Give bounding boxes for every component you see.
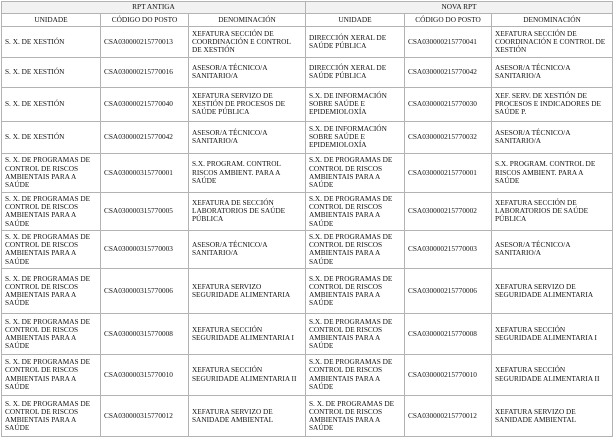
new-denominacion-cell: ASESOR/A TÉCNICO/A SANITARIO/A xyxy=(492,121,613,153)
table-row xyxy=(2,87,613,121)
old-unidade-cell: S. X. DE PROGRAMAS DE CONTROL DE RISCOS AMBIENTAIS PARA A SAÚDE xyxy=(2,192,101,230)
old-codigo-cell: CSA030000315770006 xyxy=(101,269,189,314)
new-codigo-cell: CSA030000215770008 xyxy=(405,314,492,354)
table-row xyxy=(2,314,613,354)
col-header-old-denominacion: DENOMINACIÓN xyxy=(189,14,306,27)
new-unidade-cell: S.X. DE INFORMACIÓN SOBRE SAÚDE E EPIDEMIOLOXÍA xyxy=(306,121,405,153)
old-denominacion-cell: ASESOR/A TÉCNICO/A SANITARIO/A xyxy=(189,57,306,87)
old-unidade-cell: S. X. DE XESTIÓN xyxy=(2,87,101,121)
old-denominacion-cell: XEFATURA SECCIÓN SEGURIDADE ALIMENTARIA I xyxy=(189,314,306,354)
old-unidade-cell: S. X. DE XESTIÓN xyxy=(2,57,101,87)
new-denominacion-cell: XEFATURA SERVIZO DE SEGURIDADE ALIMENTARIA xyxy=(492,269,613,314)
new-denominacion-cell: S.X. PROGRAM. CONTROL DE RISCOS AMBIENT. PARA A SAÚDE xyxy=(492,153,613,192)
old-denominacion-cell: ASESOR/A TÉCNICO/A SANITARIO/A xyxy=(189,230,306,268)
new-codigo-cell: CSA030000215770002 xyxy=(405,192,492,230)
new-codigo-cell: CSA030000215770001 xyxy=(405,153,492,192)
old-codigo-cell: CSA030000315770008 xyxy=(101,314,189,354)
new-unidade-cell: S.X. DE INFORMACIÓN SOBRE SAÚDE E EPIDEMIOLOXÍA xyxy=(306,87,405,121)
old-denominacion-cell: XEFATURA SECCIÓN DE COORDINACIÓN E CONTROL DE XESTIÓN xyxy=(189,27,306,58)
old-codigo-cell: CSA030000215770042 xyxy=(101,121,189,153)
old-denominacion-cell: XEFATURA SERVIZO DE SANIDADE AMBIENTAL xyxy=(189,395,306,436)
new-codigo-cell: CSA030000215770042 xyxy=(405,57,492,87)
old-unidade-cell: S. X. DE XESTIÓN xyxy=(2,27,101,58)
new-denominacion-cell: XEFATURA SECCIÓN DE LABORATORIOS DE SAÚDE PÚBLICA xyxy=(492,192,613,230)
new-denominacion-cell: XEFATURA SECCIÓN SEGURIDADE ALIMENTARIA II xyxy=(492,354,613,395)
old-codigo-cell: CSA030000315770003 xyxy=(101,230,189,268)
table-row xyxy=(2,354,613,395)
col-header-old-unidade: UNIDADE xyxy=(2,14,101,27)
rpt-comparison-table xyxy=(1,1,613,437)
old-denominacion-cell: XEFATURA SECCIÓN SEGURIDADE ALIMENTARIA II xyxy=(189,354,306,395)
old-codigo-cell: CSA030000215770040 xyxy=(101,87,189,121)
old-unidade-cell: S. X. DE PROGRAMAS DE CONTROL DE RISCOS AMBIENTAIS PARA A SAÚDE xyxy=(2,269,101,314)
table-row xyxy=(2,192,613,230)
old-codigo-cell: CSA030000215770016 xyxy=(101,57,189,87)
old-denominacion-cell: S.X. PROGRAM. CONTROL RISCOS AMBIENT. PARA A SAÚDE xyxy=(189,153,306,192)
new-codigo-cell: CSA030000215770012 xyxy=(405,395,492,436)
new-codigo-cell: CSA030000215770041 xyxy=(405,27,492,58)
old-unidade-cell: S. X. DE PROGRAMAS DE CONTROL DE RISCOS AMBIENTAIS PARA A SAÚDE xyxy=(2,314,101,354)
group-header-new: NOVA RPT xyxy=(306,2,613,14)
col-header-new-unidade: UNIDADE xyxy=(306,14,405,27)
table-body xyxy=(2,27,613,437)
new-denominacion-cell: XEFATURA SECCIÓN DE COORDINACIÓN E CONTROL DE XESTIÓN xyxy=(492,27,613,58)
new-codigo-cell: CSA030000215770006 xyxy=(405,269,492,314)
col-header-new-codigo: CÓDIGO DO POSTO xyxy=(405,14,492,27)
new-denominacion-cell: XEFATURA SECCIÓN SEGURIDADE ALIMENTARIA I xyxy=(492,314,613,354)
col-header-new-denominacion: DENOMINACIÓN xyxy=(492,14,613,27)
group-header-row xyxy=(2,2,613,14)
new-codigo-cell: CSA030000215770010 xyxy=(405,354,492,395)
old-codigo-cell: CSA030000315770010 xyxy=(101,354,189,395)
old-denominacion-cell: XEFATURA DE SECCIÓN LABORATORIOS DE SAÚDE PÚBLICA xyxy=(189,192,306,230)
old-unidade-cell: S. X. DE PROGRAMAS DE CONTROL DE RISCOS AMBIENTAIS PARA A SAÚDE xyxy=(2,153,101,192)
new-unidade-cell: S. X. DE PROGRAMAS DE CONTROL DE RISCOS AMBIENTAIS PARA A SAÚDE xyxy=(306,395,405,436)
col-header-old-codigo: CÓDIGO DO POSTO xyxy=(101,14,189,27)
old-codigo-cell: CSA030000315770005 xyxy=(101,192,189,230)
table-row xyxy=(2,395,613,436)
new-denominacion-cell: ASESOR/A TÉCNICO/A SANITARIO/A xyxy=(492,57,613,87)
old-codigo-cell: CSA030000215770013 xyxy=(101,27,189,58)
new-unidade-cell: DIRECCIÓN XERAL DE SAÚDE PÚBLICA xyxy=(306,57,405,87)
new-unidade-cell: S.X. DE PROGRAMAS DE CONTROL DE RISCOS AMBIENTAIS PARA A SAÚDE xyxy=(306,230,405,268)
new-denominacion-cell: XEF. SERV. DE XESTIÓN DE PROCESOS E INDICADORES DE SAÚDE P. xyxy=(492,87,613,121)
new-unidade-cell: DIRECCIÓN XERAL DE SAÚDE PÚBLICA xyxy=(306,27,405,58)
old-denominacion-cell: XEFATURA SERVIZO DE XESTIÓN DE PROCESOS DE SAÚDE PÚBLICA xyxy=(189,87,306,121)
table-row xyxy=(2,230,613,268)
new-codigo-cell: CSA030000215770030 xyxy=(405,87,492,121)
table-row xyxy=(2,269,613,314)
new-unidade-cell: S.X. DE PROGRAMAS DE CONTROL DE RISCOS AMBIENTAIS PARA A SAÚDE xyxy=(306,192,405,230)
old-unidade-cell: S. X. DE PROGRAMAS DE CONTROL DE RISCOS AMBIENTAIS PARA A SAÚDE xyxy=(2,395,101,436)
group-header-old: RPT ANTIGA xyxy=(2,2,306,14)
old-unidade-cell: S. X. DE PROGRAMAS DE CONTROL DE RISCOS AMBIENTAIS PARA A SAÚDE xyxy=(2,230,101,268)
new-unidade-cell: S.X. DE PROGRAMAS DE CONTROL DE RISCOS AMBIENTAIS PARA A SAÚDE xyxy=(306,153,405,192)
table-row xyxy=(2,121,613,153)
old-unidade-cell: S. X. DE XESTIÓN xyxy=(2,121,101,153)
new-denominacion-cell: XEFATURA SERVIZO DE SANIDADE AMBIENTAL xyxy=(492,395,613,436)
new-codigo-cell: CSA030000215770032 xyxy=(405,121,492,153)
column-header-row xyxy=(2,14,613,27)
new-unidade-cell: S.X. DE PROGRAMAS DE CONTROL DE RISCOS AMBIENTAIS PARA A SAÚDE xyxy=(306,269,405,314)
old-denominacion-cell: XEFATURA SERVIZO SEGURIDADE ALIMENTARIA xyxy=(189,269,306,314)
old-codigo-cell: CSA030000315770012 xyxy=(101,395,189,436)
new-denominacion-cell: ASESOR/A TÉCNICO/A SANITARIO/A xyxy=(492,230,613,268)
new-unidade-cell: S.X. DE PROGRAMAS DE CONTROL DE RISCOS AMBIENTAIS PARA A SAÚDE xyxy=(306,354,405,395)
old-codigo-cell: CSA030000315770001 xyxy=(101,153,189,192)
new-unidade-cell: S.X. DE PROGRAMAS DE CONTROL DE RISCOS AMBIENTAIS PARA A SAÚDE xyxy=(306,314,405,354)
old-unidade-cell: S. X. DE PROGRAMAS DE CONTROL DE RISCOS AMBIENTAIS PARA A SAÚDE xyxy=(2,354,101,395)
old-denominacion-cell: ASESOR/A TÉCNICO/A SANITARIO/A xyxy=(189,121,306,153)
new-codigo-cell: CSA030000215770003 xyxy=(405,230,492,268)
table-row xyxy=(2,27,613,58)
table-row xyxy=(2,153,613,192)
table-row xyxy=(2,57,613,87)
